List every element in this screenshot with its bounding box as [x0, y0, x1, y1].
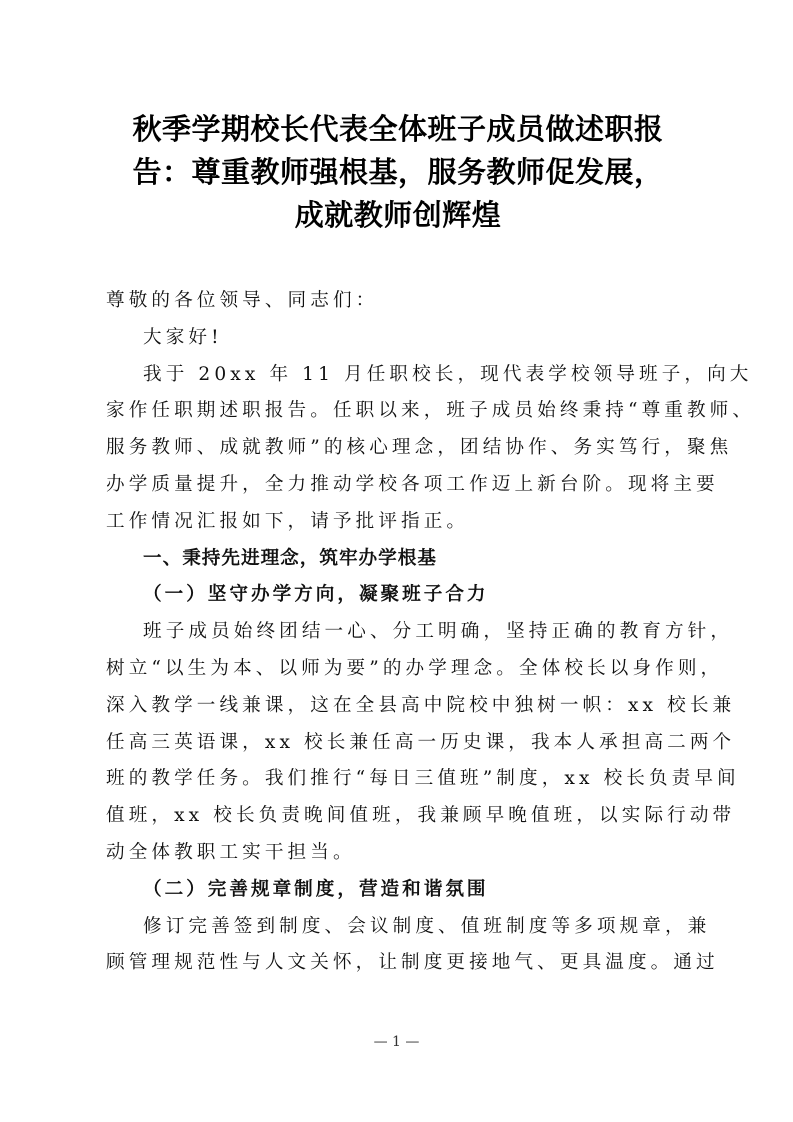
text-line: 动全体教职工实干担当。: [106, 841, 356, 863]
document-title: [106, 108, 690, 237]
page-number: — 1 —: [373, 1034, 420, 1050]
title-line: 秋季学期校长代表全体班子成员做述职报: [132, 112, 664, 146]
text-line: 班子成员始终团结一心、分工明确，坚持正确的教育方针，: [143, 621, 734, 643]
text-line: 工作情况汇报如下，请予批评指正。: [106, 510, 470, 532]
text-line: 树立“以生为本、以师为要”的办学理念。全体校长以身作则，: [106, 657, 724, 679]
text-line: 服务教师、成就教师”的核心理念，团结协作、务实笃行，聚焦: [106, 437, 733, 459]
text-line: 班的教学任务。我们推行“每日三值班”制度，xx 校长负责早间: [106, 768, 740, 790]
title-line: 告：尊重教师强根基，服务教师促发展，: [132, 155, 664, 189]
text-line: 办学质量提升，全力推动学校各项工作迈上新台阶。现将主要: [106, 473, 719, 495]
salutation: [106, 283, 690, 320]
text-line: 家作任职期述职报告。任职以来，班子成员始终秉持“尊重教师、: [106, 400, 756, 422]
text-line: 深入教学一线兼课，这在全县高中院校中独树一帜：xx 校长兼: [106, 694, 736, 716]
text-line: 尊敬的各位领导、同志们：: [106, 290, 379, 311]
text-line: 任高三英语课，xx 校长兼任高一历史课，我本人承担高二两个: [106, 731, 736, 753]
subsection-1-paragraph: [106, 614, 740, 872]
section-heading-1: 一、秉持先进理念，筑牢办学根基: [143, 547, 437, 569]
title-line: 成就教师创辉煌: [294, 198, 502, 232]
subsection-2-paragraph: [106, 909, 719, 983]
text-line: 值班，xx 校长负责晚间值班，我兼顾早晚值班，以实际行动带: [106, 805, 736, 827]
document-body: [106, 283, 756, 982]
text-line: 修订完善签到制度、会议制度、值班制度等多项规章，兼: [143, 915, 711, 937]
text-line: 我于 20xx 年 11 月任职校长，现代表学校领导班子，向大: [143, 363, 753, 385]
greeting: [106, 320, 690, 357]
intro-paragraph: [106, 357, 756, 541]
subsection-heading-2: （二）完善规章制度，营造和谐氛围: [143, 878, 489, 900]
subsection-heading-1: （一）坚守办学方向，凝聚班子合力: [143, 584, 489, 606]
text-line: 顾管理规范性与人文关怀，让制度更接地气、更具温度。通过: [106, 952, 719, 974]
text-line: 大家好!: [143, 326, 223, 348]
